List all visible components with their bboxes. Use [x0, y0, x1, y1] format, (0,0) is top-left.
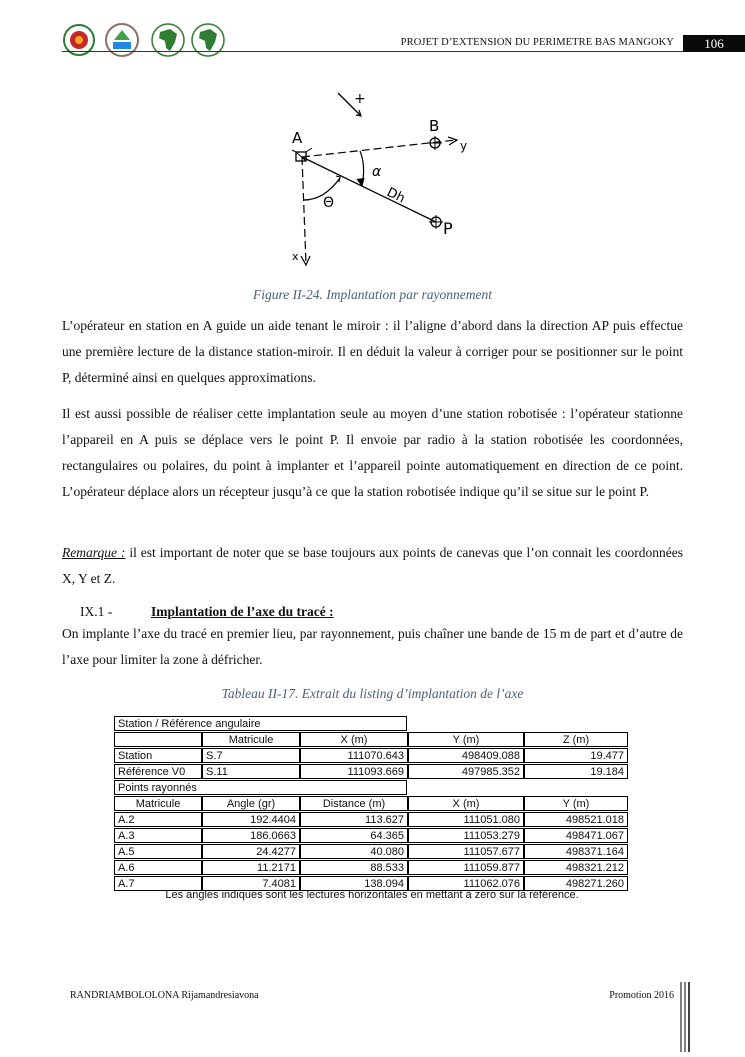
- table-cell: Station: [114, 748, 202, 763]
- table-cell: 111059.877: [408, 860, 524, 875]
- table-cell: Référence V0: [114, 764, 202, 779]
- table-header-cell: Y (m): [524, 796, 628, 811]
- footer-promotion: Promotion 2016: [609, 990, 674, 1001]
- figure-label-dh: Dh: [384, 185, 408, 207]
- figure-caption: Figure II-24. Implantation par rayonnement: [252, 287, 493, 302]
- table-cell: S.11: [202, 764, 300, 779]
- table-cell: A.5: [114, 844, 202, 859]
- table-cell: A.7: [114, 876, 202, 891]
- header-project-title: PROJET D’EXTENSION DU PERIMETRE BAS MANGOKY: [400, 37, 674, 48]
- table-caption: Tableau II-17. Extrait du listing d’implantation de l’axe: [221, 686, 524, 701]
- remark-label: Remarque :: [62, 545, 126, 560]
- table-header-cell: X (m): [408, 796, 524, 811]
- table-header-cell: Angle (gr): [202, 796, 300, 811]
- table-cell: S.7: [202, 748, 300, 763]
- table-cell: 111051.080: [408, 812, 524, 827]
- table-cell: 64.365: [300, 828, 408, 843]
- point-p-symbol: [429, 215, 443, 229]
- partner-logos: [62, 18, 232, 62]
- theta-arc: [304, 178, 340, 200]
- figure-label-alpha: α: [372, 164, 382, 180]
- footer-author: RANDRIAMBOLOLONA Rijamandresiavona: [70, 990, 259, 1001]
- table-cell: 498271.260: [524, 876, 628, 891]
- figure-label-x: x: [292, 250, 299, 263]
- table-cell: 111057.677: [408, 844, 524, 859]
- table-cell: A.2: [114, 812, 202, 827]
- figure-label-p: P: [443, 219, 453, 238]
- table-header-cell: Distance (m): [300, 796, 408, 811]
- table-cell: 138.094: [300, 876, 408, 891]
- stakeout-diagram: [282, 88, 472, 268]
- table-header-cell: X (m): [300, 732, 408, 747]
- table-cell: 111070.643: [300, 748, 408, 763]
- table-empty-cell: [114, 732, 202, 747]
- table-cell: 186.0663: [202, 828, 300, 843]
- table-cell: 498409.088: [408, 748, 524, 763]
- remark-text: il est important de noter que se base toujours aux points de canevas que l’on connait les coordonnées X, Y et Z.: [62, 545, 683, 586]
- table-cell: 113.627: [300, 812, 408, 827]
- table-cell: 498471.067: [524, 828, 628, 843]
- points-section-title: Points rayonnés: [114, 780, 407, 795]
- line-ap: [302, 157, 436, 222]
- point-b-symbol: [428, 136, 442, 150]
- table-header-cell: Matricule: [114, 796, 202, 811]
- table-cell: 7.4081: [202, 876, 300, 891]
- x-axis: [302, 157, 306, 264]
- figure-label-b: B: [429, 117, 440, 135]
- figure-label-y: y: [460, 139, 468, 153]
- footer-decorative-bars: [680, 982, 692, 1052]
- table-header-cell: Z (m): [524, 732, 628, 747]
- table-cell: 40.080: [300, 844, 408, 859]
- table-cell: 88.533: [300, 860, 408, 875]
- paragraph-remark: [62, 540, 683, 592]
- table-cell: 498321.212: [524, 860, 628, 875]
- paragraph-robotic-station: Il est aussi possible de réaliser cette implantation seule au moyen d’une station robotisée : l’opérateur stationne l’appareil en A puis se déplace vers le point P. Il envoie par radio à la station robotisée les coordonnées, rectangulaires ou polaires, du point à implanter et l’appareil pointe automatiquement en direction de ce point. L’opérateur déplace alors un récepteur jusqu’à ce que la station robotisée indique qu’il se situe sur le point P.: [62, 406, 683, 499]
- table-cell: 11.2171: [202, 860, 300, 875]
- figure-label-theta: Θ: [323, 195, 335, 211]
- table-cell: A.3: [114, 828, 202, 843]
- figure-label-a: A: [292, 129, 303, 147]
- table-cell: 111062.076: [408, 876, 524, 891]
- section-number: IX.1 -: [80, 604, 113, 619]
- header-divider: [62, 51, 683, 52]
- table-cell: 497985.352: [408, 764, 524, 779]
- table-cell: 111093.669: [300, 764, 408, 779]
- table-cell: 19.477: [524, 748, 628, 763]
- paragraph-operator-guide: L’opérateur en station en A guide un aide tenant le miroir : il l’aligne d’abord dans la direction AP puis effectue une première lecture de la distance station-miroir. Il en déduit la valeur à corriger pour se positionner sur le point P, déterminé ainsi en quelques approximations.: [62, 318, 683, 385]
- table-cell: 111053.279: [408, 828, 524, 843]
- table-note: Les angles indiqués sont les lectures horizontales en mettant à zéro sur la référence.: [165, 889, 579, 901]
- table-cell: A.6: [114, 860, 202, 875]
- figure-label-plus: +: [354, 91, 366, 107]
- page-number: 106: [683, 35, 745, 52]
- table-cell: 498521.018: [524, 812, 628, 827]
- paragraph-axis-stakeout: On implante l’axe du tracé en premier lieu, par rayonnement, puis chaîner une bande de 15 m de part et d’autre de l’axe pour limiter la zone à défricher.: [62, 626, 683, 667]
- table-cell: 192.4404: [202, 812, 300, 827]
- section-title: Implantation de l’axe du tracé :: [151, 604, 334, 619]
- table-cell: 19.184: [524, 764, 628, 779]
- table-cell: 24.4277: [202, 844, 300, 859]
- table-header-cell: Matricule: [202, 732, 300, 747]
- station-section-title: Station / Référence angulaire: [114, 716, 407, 731]
- table-header-cell: Y (m): [408, 732, 524, 747]
- table-cell: 498371.164: [524, 844, 628, 859]
